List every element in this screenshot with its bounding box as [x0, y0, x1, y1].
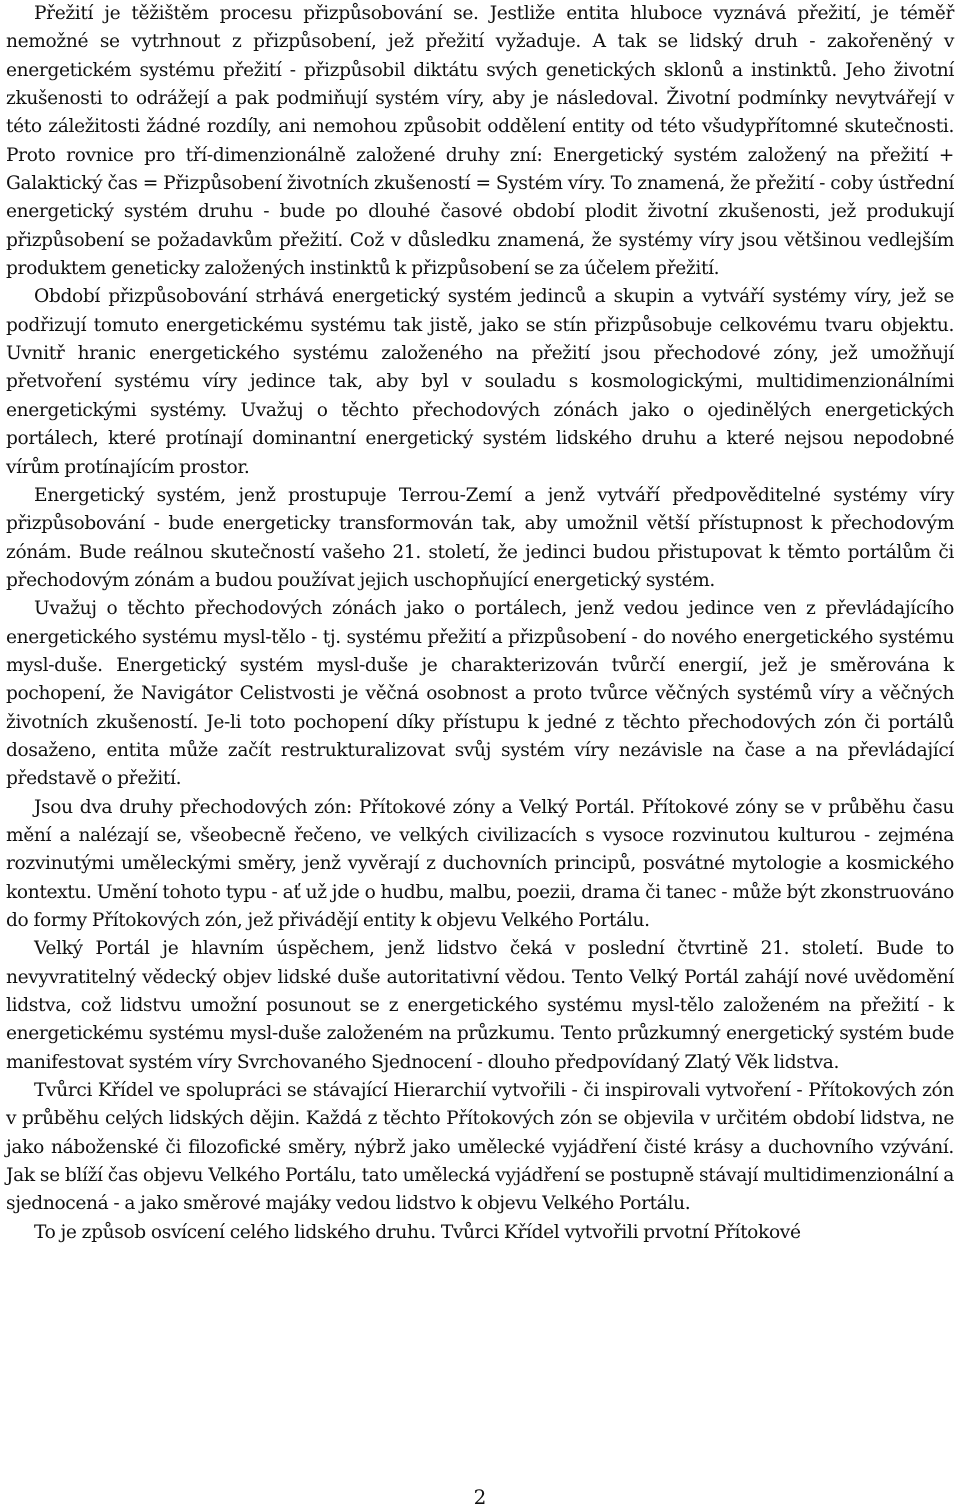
paragraph-transition-zones: Období přizpůsobování strhává energetický systém jedinců a skupin a vytváří systémy víry, jež se podřizují tomuto energetickému systému tak jistě, jako se stín přizpůsobuje celkovému tvaru objektu. Uvnitř hranic energetického systému založeného na přežití jsou přechodové zóny, jež umožňují přetvoření systému víry jedince tak, aby byl v souladu s kosmologickými, multidimenzionálními energetickými systémy. Uvažuj o těchto přechodových zónách jako o ojedinělých energetických portálech, které protínají dominantní energetický systém lidského druhu a které nejsou nepodobné vírům protínajícím prostor.: [6, 286, 954, 478]
paragraph-survival-adaptation: Přežití je těžištěm procesu přizpůsobování se. Jestliže entita hluboce vyznává přežití, je téměř nemožné se vytrhnout z přizpůsobení, jež přežití vyžaduje. A tak se lidský druh - zakořeněný v energetickém systému přežití - přizpůsobil diktátu svých genetických sklonů a instinktů. Jeho životní zkušenosti to odrážejí a pak podmiňují systém víry, aby je následoval. Životní podmínky nevytvářejí v této záležitosti žádné rozdíly, ani nemohou způsobit oddělení entity od této všudypřítomné skutečnosti. Proto rovnice pro tří-dimenzionálně založené druhy zní: Energetický systém založený na přežití + Galaktický čas = Přizpůsobení životních zkušeností = Systém víry. To znamená, že přežití - coby ústřední energetický systém druhu - bude po dlouhé časové období plodit životní zkušenosti, jež produkují přizpůsobení se požadavkům přežití. Což v důsledku znamená, že systémy víry jsou většinou vedlejším produktem geneticky založených instinktů k přizpůsobení se za účelem přežití.: [6, 3, 954, 280]
paragraph-mind-soul-system: Uvažuj o těchto přechodových zónách jako o portálech, jenž vedou jedince ven z převládajícího energetického systému mysl-tělo - tj. systému přežití a přizpůsobení - do nového energetického systému mysl-duše. Energetický systém mysl-duše je charakterizován tvůrčí energií, jež je směrována k pochopení, že Navigátor Celistvosti je věčná osobnost a proto tvůrce věčných systémů víry a věčných životních zkušeností. Je-li toto pochopení díky přístupu k jedné z těchto přechodových zón či portálů dosaženo, entita může začít restrukturalizovat svůj systém víry nezávisle na čase a na převládající představě o přežití.: [6, 598, 954, 790]
paragraph-enlightenment: To je způsob osvícení celého lidského druhu. Tvůrci Křídel vytvořili prvotní Přítokové: [34, 1221, 801, 1243]
paragraph-great-portal: Velký Portál je hlavním úspěchem, jenž lidstvo čeká v poslední čtvrtině 21. století. Bude to nevyvratitelný vědecký objev lidské duše autoritativní vědou. Tento Velký Portál zahájí nové uvědomění lidstva, což lidstvu umožní posunout se z energetického systému mysl-tělo založeném na přežití - k energetickému systému mysl-duše založeném na průzkumu. Tento průzkumný energetický systém bude manifestovat systém víry Svrchovaného Sjednocení - dlouho předpovídaný Zlatý Věk lidstva.: [6, 938, 954, 1073]
document-body: [6, 0, 954, 1247]
page-number: 2: [473, 1485, 487, 1509]
paragraph-tributary-zones: Jsou dva druhy přechodových zón: Přítokové zóny a Velký Portál. Přítokové zóny se v průběhu času mění a nalézají se, všeobecně řečeno, ve velkých civilizacích s vysoce rozvinutou kulturou - zejména rozvinutými uměleckými směry, jenž vyvěrají z duchovních principů, posvátné mytologie a kosmického kontextu. Umění tohoto typu - ať už jde o hudbu, malbu, poezii, drama či tanec - může být zkonstruováno do formy Přítokových zón, jež přivádějí entity k objevu Velkého Portálu.: [6, 796, 954, 931]
paragraph-terra-energy-system: Energetický systém, jenž prostupuje Terrou-Zemí a jenž vytváří předpověditelné systémy víry přizpůsobování - bude energeticky transformován tak, aby umožnil větší přístupnost k přechodovým zónám. Bude reálnou skutečností vašeho 21. století, že jedinci budou přistupovat k těmto portálům či přechodovým zónám a budou používat jejich uschopňující energetický systém.: [6, 484, 954, 591]
paragraph-wing-creators: Tvůrci Křídel ve spolupráci se stávající Hierarchií vytvořili - či inspirovali vytvoření - Přítokových zón v průběhu celých lidských dějin. Každá z těchto Přítokových zón se objevila v určitém období lidstva, ne jako náboženské či filozofické směry, nýbrž jako umělecké vyjádření čisté krásy a duchovního vzývání. Jak se blíží čas objevu Velkého Portálu, tato umělecká vyjádření se postupně stávají multidimenzionální a sjednocená - a jako směrové majáky vedou lidstvo k objevu Velkého Portálu.: [6, 1080, 954, 1215]
